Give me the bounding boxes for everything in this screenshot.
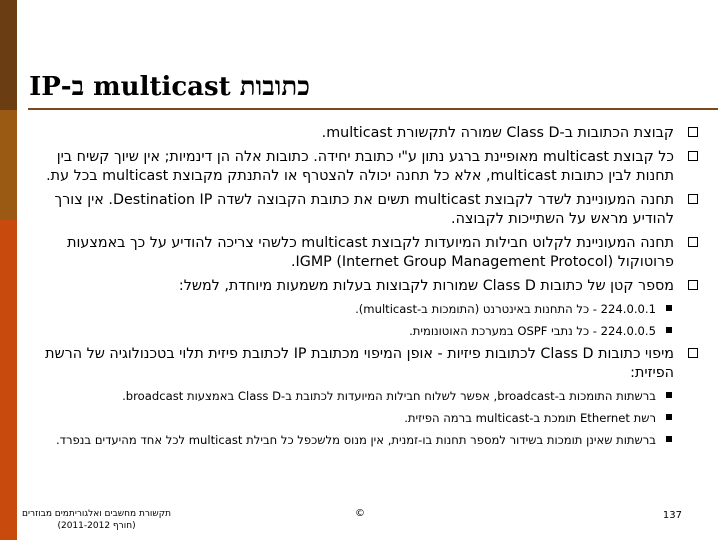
slide-content	[28, 124, 704, 454]
course-term: (חורף 2011-2012)	[57, 521, 136, 531]
square-bullet-icon	[688, 151, 698, 161]
filled-square-bullet-icon	[666, 436, 672, 442]
bullet-item	[28, 191, 704, 229]
bullet-item	[28, 345, 704, 383]
square-bullet-icon	[688, 348, 698, 358]
sub-bullet-text: רשת Ethernet תומכת ב-multicast ברמה הפיזית.	[404, 411, 656, 425]
side-stripe-top	[0, 0, 17, 110]
bullet-text: תחנה המעוניינת לקלוט חבילות המיועדות לקבוצת multicast כלשהי צריכה להודיע על כך באמצעות פרוטוקול IGMP (Internet Group Management Protocol).	[67, 235, 674, 270]
sub-bullet-item	[28, 388, 704, 404]
bullet-text: מיפוי כתובות Class D לכתובות פיזיות - אופן המיפוי מכתובת IP לכתובת פיזית תלוי בטכנולוגיה של הרשת הפיזית:	[45, 346, 674, 381]
square-bullet-icon	[688, 237, 698, 247]
sub-bullet-text: 224.0.0.5 - כל נתבי OSPF במערכת האוטונומית.	[409, 324, 656, 338]
filled-square-bullet-icon	[666, 414, 672, 420]
sub-bullet-item	[28, 410, 704, 426]
sub-bullet-text: ברשתות התומכות ב-broadcast, אפשר לשלוח חבילות המיועדות לכתובת ב-Class D באמצעות broadcast.	[122, 389, 656, 403]
bullet-text: קבוצת הכתובות ב-Class D שמורה לתקשורת multicast.	[321, 125, 674, 141]
bullet-item	[28, 234, 704, 272]
copyright-mark: ©	[355, 508, 365, 519]
page-number: 137	[662, 510, 682, 521]
side-stripe-middle	[0, 110, 17, 220]
slide-title: כתובות multicast ב-IP	[29, 72, 310, 102]
square-bullet-icon	[688, 194, 698, 204]
square-bullet-icon	[688, 280, 698, 290]
bullet-text: מספר קטן של כתובות Class D שמורות לקבוצות בעלות משמעות מיוחדת, למשל:	[178, 278, 674, 294]
bullet-item	[28, 124, 704, 143]
sub-bullet-text: 224.0.0.1 - כל התחנות באינטרנט (התומכות ב-multicast).	[355, 302, 656, 316]
bullet-item	[28, 277, 704, 296]
filled-square-bullet-icon	[666, 327, 672, 333]
bullet-item	[28, 148, 704, 186]
sub-bullet-item	[28, 323, 704, 339]
course-name: תקשורת מחשבים ואלגוריתמים מבוזרים	[22, 509, 172, 519]
title-divider	[28, 108, 718, 110]
sub-bullet-item	[28, 301, 704, 317]
sub-bullet-item	[28, 432, 704, 448]
side-stripe-bottom	[0, 220, 17, 540]
bullet-text: תחנה המעוניינת לשדר לקבוצת multicast תשים את כתובת הקבוצה לשדה Destination IP. אין צורך להודיע מראש על השתייכות לקבוצה.	[54, 192, 674, 227]
square-bullet-icon	[688, 127, 698, 137]
filled-square-bullet-icon	[666, 392, 672, 398]
sub-bullet-text: ברשתות שאינן תומכות בשידור למספר תחנות בו-זמנית, אין מנוס מלשכפל כל חבילת multicast לכל אחד מהיעדים בנפרד.	[55, 433, 656, 447]
bullet-text: כל קבוצת multicast מאופיינת ברגע נתון ע"י כתובת יחידה. כתובות אלה הן דינמיות; אין שיוך קשיח בין תחנות לבין כתובות multicast, אלא כל תחנה יכולה להצטרף או להתנתק מקבוצת multicast בכל עת.	[46, 149, 674, 184]
filled-square-bullet-icon	[666, 305, 672, 311]
course-footer	[22, 508, 171, 532]
side-stripe	[0, 0, 17, 540]
